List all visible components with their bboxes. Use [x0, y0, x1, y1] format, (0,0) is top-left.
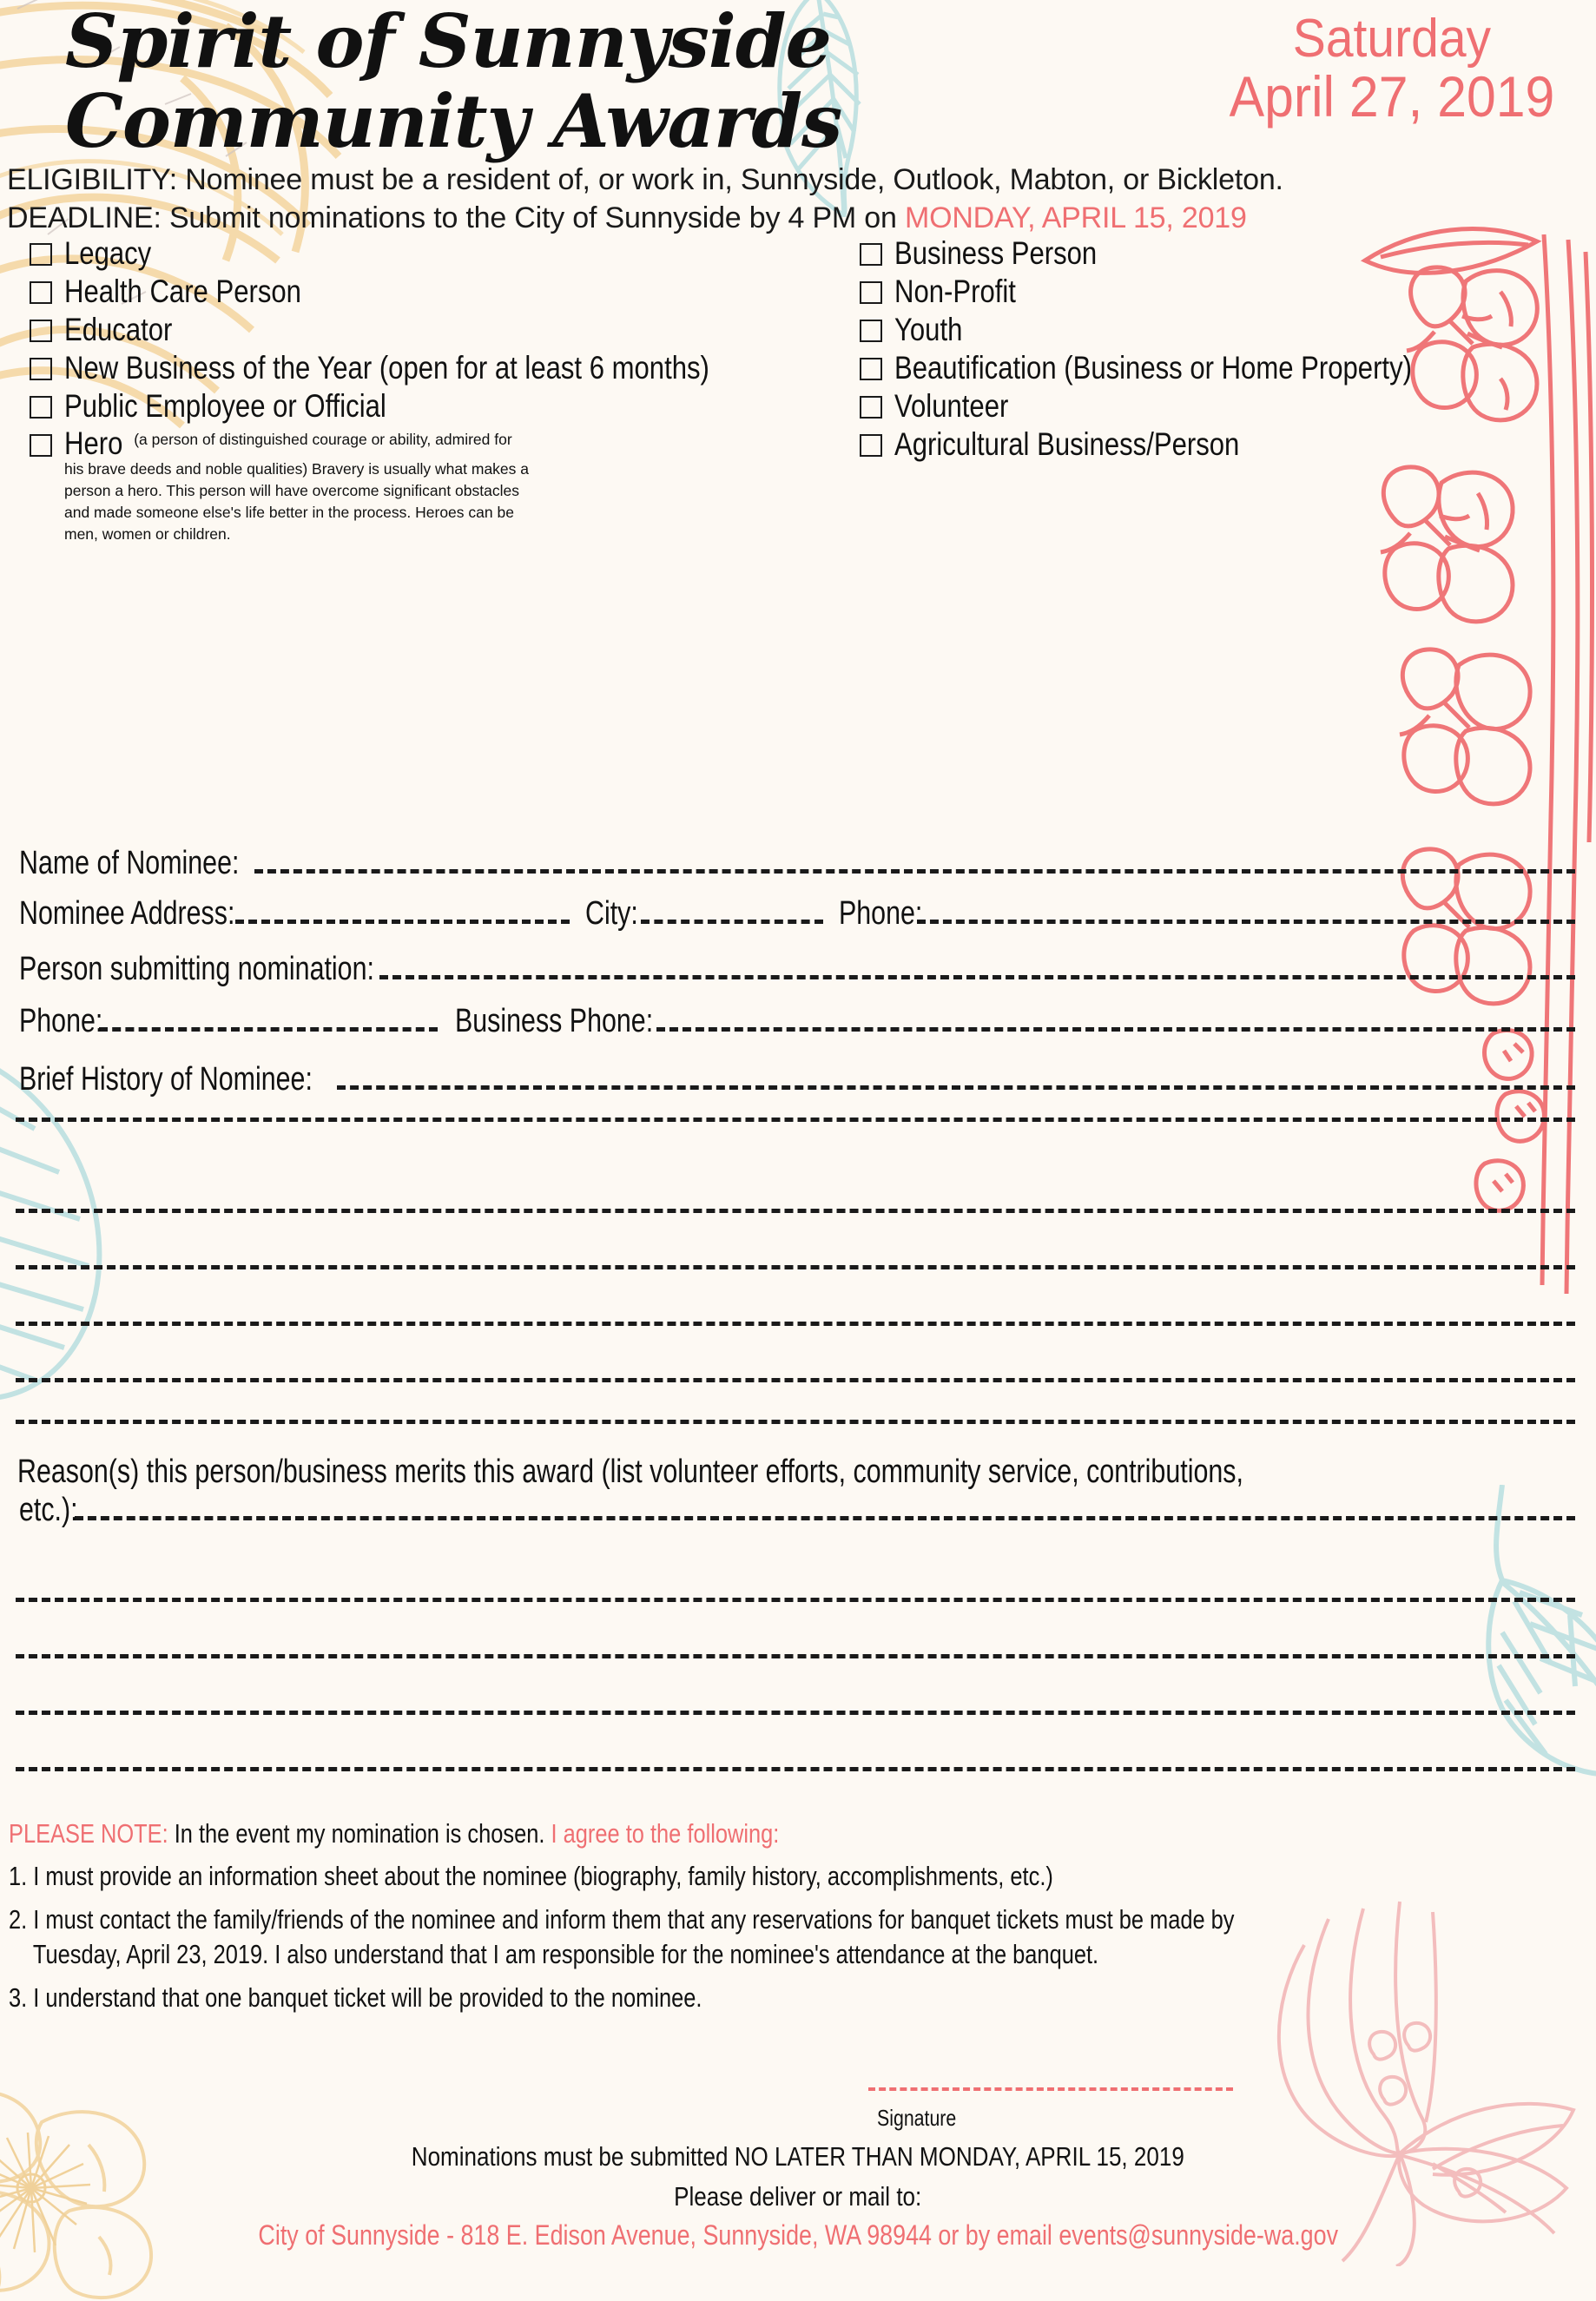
- field-phone[interactable]: [19, 1005, 1575, 1038]
- name-of-nominee-input[interactable]: [254, 869, 1575, 874]
- categories-right-column: [860, 235, 1572, 467]
- agreement-notes: [9, 1819, 1572, 2015]
- checkbox-icon[interactable]: [30, 396, 52, 419]
- field-label: Person submitting nomination:: [19, 951, 374, 987]
- note-number: 2.: [9, 1904, 28, 1935]
- person-submitting-input[interactable]: [379, 975, 1575, 979]
- category-label: Youth: [894, 312, 963, 347]
- brief-history-input-line-1[interactable]: [337, 1085, 1575, 1090]
- checkbox-icon[interactable]: [860, 281, 882, 304]
- note-item-1: [9, 1859, 1290, 1894]
- categories-left-column: [30, 235, 709, 555]
- field-brief-history[interactable]: [19, 1063, 1575, 1096]
- note-item-3: [9, 1981, 1290, 2015]
- field-label: Phone:: [19, 1003, 103, 1039]
- checkbox-icon[interactable]: [30, 320, 52, 342]
- category-label: Business Person: [894, 235, 1098, 271]
- field-label: Nominee Address:: [19, 895, 235, 932]
- title-line-2: Community Awards: [65, 78, 842, 164]
- checkbox-icon[interactable]: [30, 434, 52, 457]
- field-nominee-address[interactable]: [19, 897, 1575, 930]
- checkbox-icon[interactable]: [30, 358, 52, 380]
- event-date-full: April 27, 2019: [1229, 64, 1554, 129]
- eligibility-label: ELIGIBILITY:: [7, 163, 178, 196]
- please-note-label: PLEASE NOTE:: [9, 1818, 168, 1849]
- checkbox-icon[interactable]: [860, 243, 882, 266]
- field-label-reasons-line2: etc.):: [19, 1492, 78, 1528]
- checkbox-icon[interactable]: [30, 281, 52, 304]
- brief-history-input-line-4[interactable]: [16, 1265, 1575, 1269]
- category-label: Hero: [64, 425, 123, 461]
- category-non-profit[interactable]: [860, 274, 1572, 309]
- business-phone-input[interactable]: [656, 1027, 1575, 1032]
- category-beautification[interactable]: [860, 350, 1572, 386]
- reasons-input-line-4[interactable]: [16, 1711, 1575, 1715]
- please-note-intro: In the event my nomination is chosen.: [168, 1818, 551, 1849]
- field-person-submitting[interactable]: [19, 953, 1575, 986]
- category-label: Legacy: [64, 235, 152, 271]
- note-text-continued: Tuesday, April 23, 2019. I also understand that I am responsible for the nominee's attendance at the banquet.: [32, 1939, 1099, 1969]
- deadline-line: [7, 201, 1587, 235]
- nominee-address-input[interactable]: [235, 920, 570, 924]
- field-label-phone: Phone:: [838, 895, 922, 932]
- title-line-1: Spirit of Sunnyside: [65, 0, 831, 84]
- hero-description: (a person of distinguished courage or ability, admired for his brave deeds and noble qualities) Bravery is usually what makes a person a hero. This person will have overcome significant obstacles and made someone else's life better in the process. Heroes can be men, women or children.: [64, 431, 530, 543]
- event-date-day: Saturday: [1292, 9, 1491, 69]
- field-label-reasons-line1: Reason(s) this person/business merits this award (list volunteer efforts, community service, contributions,: [17, 1454, 1243, 1490]
- category-label: Health Care Person: [64, 274, 301, 309]
- note-item-2: [9, 1902, 1290, 1972]
- reasons-input-line-5[interactable]: [16, 1767, 1575, 1771]
- category-agricultural-business-person[interactable]: [860, 426, 1572, 462]
- footer-deadline-line: Nominations must be submitted NO LATER THAN MONDAY, APRIL 15, 2019: [411, 2141, 1185, 2172]
- category-label: Agricultural Business/Person: [894, 426, 1240, 462]
- note-number: 1.: [9, 1861, 28, 1891]
- deadline-label: DEADLINE:: [7, 201, 162, 234]
- category-label: Beautification (Business or Home Property): [894, 350, 1412, 386]
- eligibility-line: [7, 163, 1587, 197]
- category-label: Non-Profit: [894, 274, 1016, 309]
- brief-history-input-line-2[interactable]: [16, 1118, 1575, 1122]
- category-educator[interactable]: [30, 312, 568, 347]
- category-youth[interactable]: [860, 312, 1572, 347]
- page-header: [0, 0, 1596, 164]
- please-note-line: [9, 1819, 1290, 1849]
- field-reasons[interactable]: [19, 1493, 1575, 1526]
- page-title: [65, 0, 1020, 164]
- eligibility-text: Nominee must be a resident of, or work in, Sunnyside, Outlook, Mabton, or Bickleton.: [177, 163, 1283, 196]
- category-label: Educator: [64, 312, 173, 347]
- checkbox-icon[interactable]: [860, 320, 882, 342]
- deadline-text: Submit nominations to the City of Sunnyside by 4 PM on: [161, 201, 905, 234]
- brief-history-input-line-6[interactable]: [16, 1378, 1575, 1382]
- reasons-input-line-3[interactable]: [16, 1654, 1575, 1658]
- field-label-business-phone: Business Phone:: [455, 1003, 654, 1039]
- agree-label: I agree to the following:: [551, 1818, 780, 1849]
- field-label: Name of Nominee:: [19, 845, 240, 881]
- deadline-highlight: MONDAY, APRIL 15, 2019: [904, 201, 1247, 234]
- category-label: New Business of the Year (open for at least 6 months): [64, 350, 709, 386]
- field-label-city: City:: [584, 895, 638, 932]
- note-text: I must contact the family/friends of the nominee and inform them that any reservations for banquet tickets must be made by: [27, 1904, 1235, 1935]
- signature-caption: Signature: [877, 2105, 957, 2131]
- footer-address-line: City of Sunnyside - 818 E. Edison Avenue, Sunnyside, WA 98944 or by email events@sunnyside-wa.gov: [258, 2219, 1338, 2251]
- checkbox-icon[interactable]: [860, 434, 882, 457]
- note-number: 3.: [9, 1982, 28, 2013]
- category-volunteer[interactable]: [860, 388, 1572, 424]
- field-label: Brief History of Nominee:: [19, 1061, 313, 1098]
- event-date: [1229, 9, 1554, 129]
- note-text: I must provide an information sheet about the nominee (biography, family history, accomplishments, etc.): [27, 1861, 1053, 1891]
- signature-input[interactable]: [868, 2087, 1233, 2091]
- phone-input[interactable]: [99, 1027, 438, 1032]
- category-health-care-person[interactable]: [30, 274, 568, 309]
- checkbox-icon[interactable]: [30, 243, 52, 266]
- brief-history-input-line-3[interactable]: [16, 1209, 1575, 1213]
- reasons-input-line-2[interactable]: [16, 1598, 1575, 1602]
- category-hero[interactable]: [30, 425, 568, 545]
- brief-history-input-line-5[interactable]: [16, 1322, 1575, 1326]
- reasons-input-line-1[interactable]: [75, 1516, 1575, 1520]
- category-label: Volunteer: [894, 388, 1009, 424]
- field-name-of-nominee[interactable]: [19, 847, 1575, 880]
- brief-history-input-line-7[interactable]: [16, 1420, 1575, 1424]
- nominee-phone-input[interactable]: [917, 920, 1576, 924]
- category-label: Public Employee or Official: [64, 388, 386, 424]
- checkbox-icon[interactable]: [860, 358, 882, 380]
- category-legacy[interactable]: [30, 235, 568, 271]
- city-input[interactable]: [641, 920, 823, 924]
- note-text: I understand that one banquet ticket will be provided to the nominee.: [27, 1982, 702, 2013]
- category-public-employee-or-official[interactable]: [30, 388, 568, 424]
- category-new-business-of-the-year[interactable]: [30, 350, 709, 386]
- footer-delivery-line: Please deliver or mail to:: [674, 2181, 922, 2212]
- checkbox-icon[interactable]: [860, 396, 882, 419]
- category-business-person[interactable]: [860, 235, 1572, 271]
